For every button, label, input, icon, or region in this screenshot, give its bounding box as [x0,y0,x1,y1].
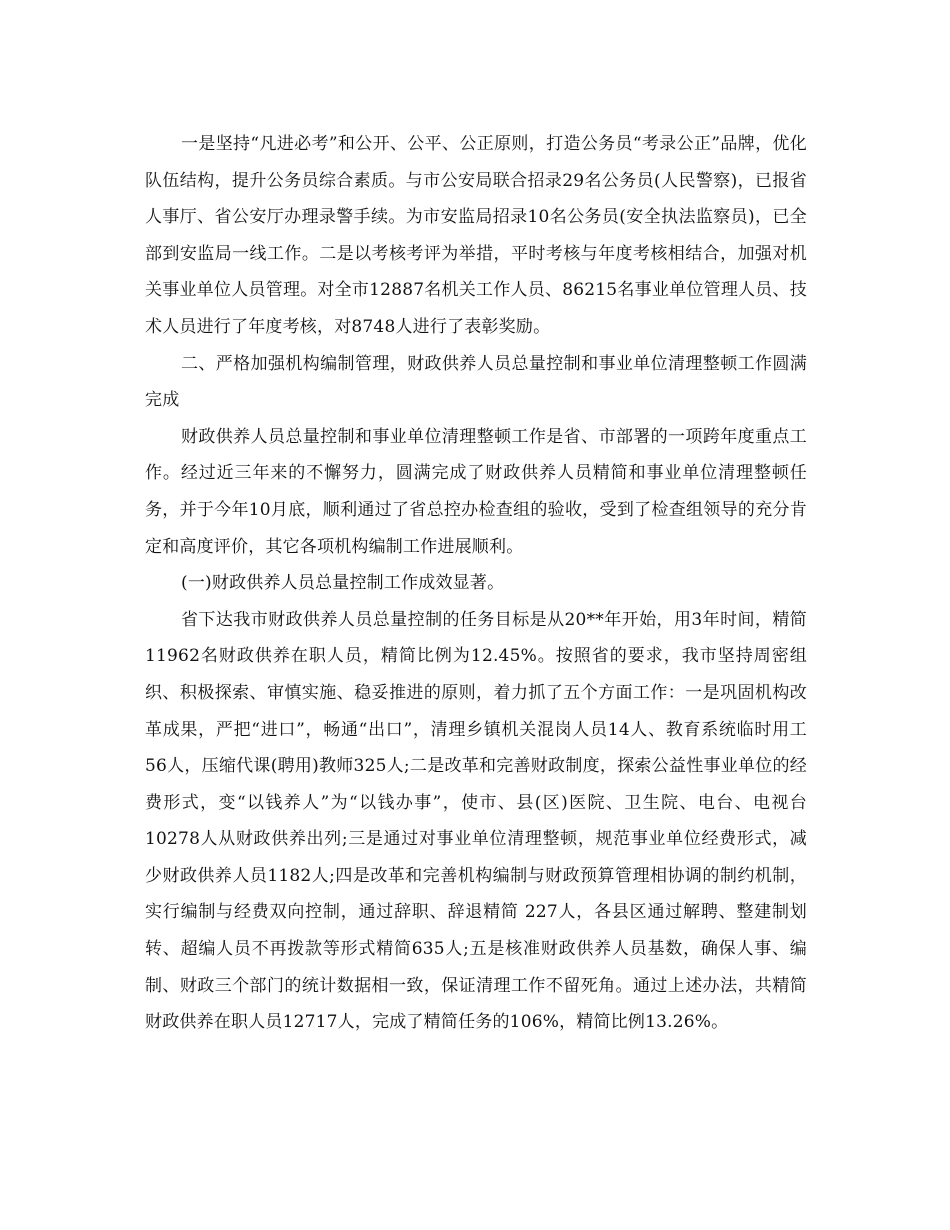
section-heading-institution-staffing: 二、严格加强机构编制管理，财政供养人员总量控制和事业单位清理整顿工作圆满完成 [145,353,807,411]
paragraph-recruitment-assessment: 一是坚持“凡进必考”和公开、公平、公正原则，打造公务员“考录公正”品牌，优化队伍结构，提升公务员综合素质。与市公安局联合招录29名公务员(人民警察)，已报省人事厅、省公安厅办理录警手续。为市安监局招录10名公务员(安全执法监察员)，已全部到安监局一线工作。二是以考核考评为举措，平时考核与年度考核相结合，加强对机关事业单位人员管理。对全市12887名机关工作人员、86215名事业单位管理人员、技术人员进行了年度考核，对8748人进行了表彰奖励。 [145,134,807,337]
paragraph-total-control-details: 省下达我市财政供养人员总量控制的任务目标是从20**年开始，用3年时间，精简11962名财政供养在职人员，精简比例为12.45%。按照省的要求，我市坚持周密组织、积极探索、审慎实施、稳妥推进的原则，着力抓了五个方面工作：一是巩固机构改革成果，严把“进口”，畅通“出口”，清理乡镇机关混岗人员14人、教育系统临时用工56人，压缩代课(聘用)教师325人;二是改革和完善财政制度，探索公益性事业单位的经费形式，变“以钱养人”为“以钱办事”，使市、县(区)医院、卫生院、电台、电视台10278人从财政供养出列;三是通过对事业单位清理整顿，规范事业单位经费形式，减少财政供养人员1182人;四是改革和完善机构编制与财政预算管理相协调的制约机制，实行编制与经费双向控制，通过辞职、辞退精简 227人，各县区通过解聘、整建制划转、超编人员不再拨款等形式精简635人;五是核准财政供养人员基数，确保人事、编制、财政三个部门的统计数据相一致，保证清理工作不留死角。通过上述办法，共精简财政供养在职人员12717人，完成了精简任务的106%，精简比例13.26%。 [145,609,807,1033]
paragraph-section-summary: 财政供养人员总量控制和事业单位清理整顿工作是省、市部署的一项跨年度重点工作。经过近三年来的不懈努力，圆满完成了财政供养人员精简和事业单位清理整顿任务，并于今年10月底，顺利通过了省总控办检查组的验收，受到了检查组领导的充分肯定和高度评价，其它各项机构编制工作进展顺利。 [145,426,807,557]
document-body [145,126,807,1041]
subsection-heading-total-control: (一)财政供养人员总量控制工作成效显著。 [181,573,505,594]
